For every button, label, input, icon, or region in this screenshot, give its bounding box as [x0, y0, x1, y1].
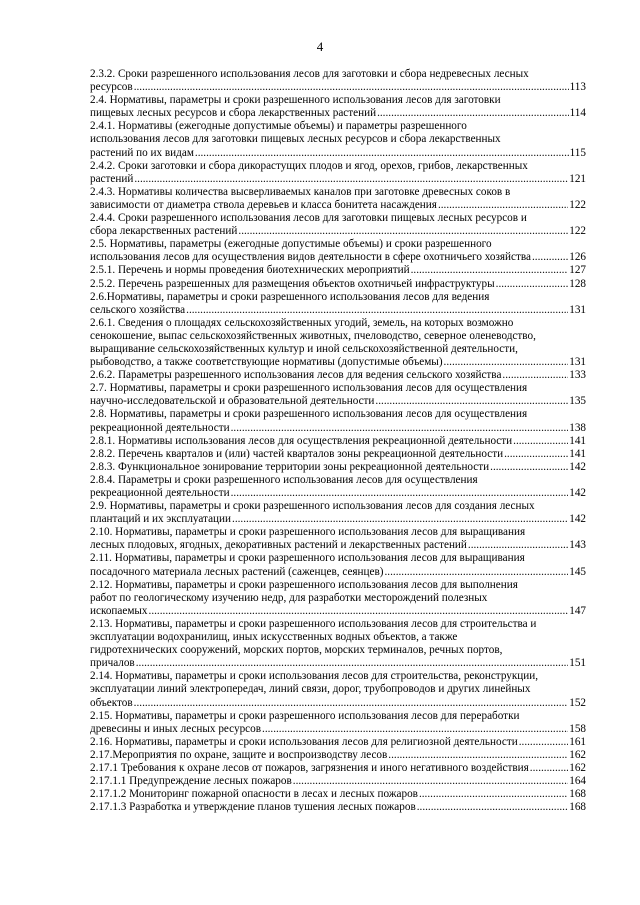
toc-entry-line: 2.10. Нормативы, параметры и сроки разрешенного использования лесов для выращивания: [90, 526, 526, 539]
toc-entry-title: использования лесов для осуществления видов деятельности в сфере охотничьего хозяйства: [90, 251, 531, 264]
toc-leader-dots: [388, 749, 568, 762]
toc-entry-last-line: [90, 461, 586, 474]
toc-page-number: 143: [569, 539, 586, 552]
toc-leader-dots: [232, 513, 568, 526]
toc-entry: [90, 552, 586, 578]
toc-entry: [90, 408, 586, 434]
toc-entry-line: 2.4.2. Сроки заготовки и сбора дикорастущих плодов и ягод, орехов, грибов, лекарственных: [90, 159, 528, 172]
toc-entry-line: 2.4. Нормативы, параметры и сроки разрешенного использования лесов для заготовки: [90, 94, 501, 107]
toc-entry-title: 2.17.1.1 Предупреждение лесных пожаров: [90, 775, 292, 788]
toc-leader-dots: [411, 264, 569, 277]
toc-entry-line: 2.11. Нормативы, параметры и сроки разрешенного использования лесов для выращивания: [90, 552, 525, 565]
toc-entry-last-line: [90, 107, 586, 120]
toc-entry-line: 2.15. Нормативы, параметры и сроки разрешенного использования лесов для переработки: [90, 709, 520, 722]
toc-entry-line: работ по геологическому изучению недр, для разработки месторождений полезных: [90, 591, 488, 604]
toc-entry-line: 2.7. Нормативы, параметры и сроки разрешенного использования лесов для осуществления: [90, 382, 528, 395]
toc-entry: [90, 500, 586, 526]
toc-page-number: 158: [569, 722, 586, 735]
toc-entry-line: 2.12. Нормативы, параметры и сроки разрешенного использования лесов для выполнения: [90, 578, 518, 591]
toc-page-number: 141: [569, 447, 586, 460]
toc-entry-last-line: [90, 539, 586, 552]
toc-page-number: 145: [569, 565, 586, 578]
toc-leader-dots: [134, 697, 569, 710]
toc-page-number: 115: [569, 146, 586, 159]
toc-entry-title: 2.17.1.2 Мониторинг пожарной опасности в лесах и лесных пожаров: [90, 788, 418, 801]
toc-entry-title: зависимости от диаметра ствола деревьев и класса бонитета насаждения: [90, 198, 437, 211]
toc-page-number: 152: [569, 696, 586, 709]
toc-entry-line: 2.8. Нормативы, параметры и сроки разрешенного использования лесов для осуществления: [90, 408, 528, 421]
toc-leader-dots: [385, 566, 569, 579]
toc-leader-dots: [490, 461, 568, 474]
toc-entry-title: лесных плодовых, ягодных, декоративных растений и лекарственных растений: [90, 539, 467, 552]
toc-entry: [90, 788, 586, 801]
toc-entry-last-line: [90, 278, 586, 291]
toc-entry: [90, 264, 586, 277]
toc-entry-line: 2.4.3. Нормативы количества высверливаемых каналов при заготовке древесных соков в: [90, 185, 511, 198]
toc-leader-dots: [377, 107, 569, 120]
toc-page-number: 127: [569, 264, 586, 277]
page-number: 4: [316, 39, 324, 54]
toc-entry-last-line: [90, 199, 586, 212]
toc-page-number: 161: [569, 735, 586, 748]
toc-entry: [90, 618, 586, 670]
toc-page-number: 141: [569, 434, 586, 447]
toc-entry-last-line: [90, 487, 586, 500]
toc-entry-last-line: [90, 251, 586, 264]
toc-entry-last-line: [90, 736, 586, 749]
toc-page-number: 164: [569, 775, 586, 788]
toc-entry-line: 2.13. Нормативы, параметры и сроки разрешенного использования лесов для строительства и: [90, 617, 537, 630]
toc-entry: [90, 448, 586, 461]
toc-page-number: 122: [569, 225, 586, 238]
toc-entry-title: причалов: [90, 657, 135, 670]
toc-entry: [90, 369, 586, 382]
toc-entry-line: 2.6.1. Сведения о площадях сельскохозяйственных угодий, земель, на которых возможно: [90, 316, 514, 329]
toc-entry-title: древесины и иных лесных ресурсов: [90, 722, 262, 735]
toc-entry-title: растений: [90, 172, 134, 185]
toc-entry-last-line: [90, 264, 586, 277]
toc-entry-title: посадочного материала лесных растений (саженцев, сеянцев): [90, 565, 384, 578]
toc-entry: [90, 186, 586, 212]
toc-leader-dots: [417, 801, 568, 814]
toc-entry-title: сбора лекарственных растений: [90, 225, 238, 238]
toc-page-number: 128: [569, 277, 586, 290]
toc-leader-dots: [496, 278, 569, 291]
toc-page-number: 142: [569, 513, 586, 526]
toc-page-number: 168: [569, 801, 586, 814]
toc-entry-line: 2.5. Нормативы, параметры (ежегодные допустимые объемы) и сроки разрешенного: [90, 238, 492, 251]
toc-entry-last-line: [90, 762, 586, 775]
toc-entry: [90, 736, 586, 749]
toc-entry-title: 2.6.2. Параметры разрешенного использования лесов для ведения сельского хозяйства: [90, 369, 502, 382]
toc-page-number: 113: [569, 81, 586, 94]
toc-entry-line: 2.3.2. Сроки разрешенного использования лесов для заготовки и сбора недревесных лесных: [90, 68, 529, 80]
toc-entry-title: 2.5.1. Перечень и нормы проведения биотехнических мероприятий: [90, 264, 410, 277]
toc-entry-line: 2.8.4. Параметры и сроки разрешенного использования лесов для осуществления: [90, 473, 478, 486]
toc-page-number: 126: [569, 251, 586, 264]
toc-entry-line: 2.4.1. Нормативы (ежегодные допустимые объемы) и параметры разрешенного: [90, 120, 467, 133]
toc-leader-dots: [136, 657, 569, 670]
toc-entry-last-line: [90, 435, 586, 448]
toc-entry-title: 2.8.2. Перечень кварталов и (или) частей кварталов зоны рекреационной деятельности: [90, 447, 504, 460]
toc-leader-dots: [504, 448, 568, 461]
toc-entry: [90, 212, 586, 238]
toc-page-number: 121: [569, 172, 586, 185]
toc-entry-last-line: [90, 448, 586, 461]
toc-leader-dots: [293, 775, 568, 788]
toc-leader-dots: [231, 422, 569, 435]
toc-entry: [90, 120, 586, 159]
toc-leader-dots: [186, 304, 568, 317]
toc-page-number: 142: [569, 487, 586, 499]
toc-entry-title: 2.8.1. Нормативы использования лесов для осуществления рекреационной деятельности: [90, 434, 513, 447]
toc-entry-title: плантаций и их эксплуатации: [90, 513, 232, 526]
toc-page-number: 122: [569, 198, 586, 211]
toc-entry: [90, 526, 586, 552]
toc-entry: [90, 461, 586, 474]
table-of-contents: [90, 68, 586, 814]
toc-leader-dots: [262, 723, 568, 736]
toc-leader-dots: [238, 225, 568, 238]
toc-leader-dots: [231, 487, 569, 500]
toc-leader-dots: [134, 81, 569, 94]
toc-entry: [90, 801, 586, 814]
toc-entry-last-line: [90, 657, 586, 670]
toc-entry-last-line: [90, 225, 586, 238]
toc-entry: [90, 94, 586, 120]
toc-entry-title: сельского хозяйства: [90, 303, 186, 316]
toc-entry-last-line: [90, 566, 586, 579]
toc-entry-title: 2.17.1.3 Разработка и утверждение планов тушения лесных пожаров: [90, 801, 416, 814]
toc-entry: [90, 775, 586, 788]
toc-entry-title: пищевых лесных ресурсов и сбора лекарственных растений: [90, 107, 377, 120]
toc-entry-last-line: [90, 81, 586, 94]
toc-entry: [90, 68, 586, 94]
toc-entry: [90, 762, 586, 775]
toc-entry-last-line: [90, 369, 586, 382]
toc-entry: [90, 317, 586, 369]
toc-page-number: 133: [569, 369, 586, 382]
toc-entry-line: выращивание сельскохозяйственных культур и иной сельскохозяйственной деятельности,: [90, 342, 518, 355]
toc-entry-last-line: [90, 422, 586, 435]
toc-entry: [90, 710, 586, 736]
toc-entry-last-line: [90, 801, 586, 814]
toc-entry-title: рекреационной деятельности: [90, 487, 230, 499]
toc-page-number: 114: [569, 107, 586, 120]
toc-page-number: 135: [569, 395, 586, 408]
toc-entry-title: рыбоводство, а также соответствующие нормативы (допустимые объемы): [90, 356, 443, 369]
toc-entry-title: ресурсов: [90, 81, 133, 94]
toc-entry-line: 2.14. Нормативы, параметры и сроки использования лесов для строительства, реконструкции,: [90, 670, 539, 683]
toc-page-number: 151: [569, 657, 586, 670]
toc-entry-last-line: [90, 304, 586, 317]
toc-entry-title: 2.17.Мероприятия по охране, защите и воспроизводству лесов: [90, 748, 388, 761]
toc-entry: [90, 382, 586, 408]
toc-entry-title: объектов: [90, 696, 133, 709]
toc-page-number: 131: [569, 303, 586, 316]
toc-entry-title: 2.8.3. Функциональное зонирование территории зоны рекреационной деятельности: [90, 460, 490, 473]
toc-entry: [90, 579, 586, 618]
toc-leader-dots: [375, 395, 568, 408]
toc-leader-dots: [419, 788, 568, 801]
toc-entry-last-line: [90, 723, 586, 736]
toc-page-number: 142: [569, 460, 586, 473]
toc-entry-title: рекреационной деятельности: [90, 421, 230, 434]
toc-entry-line: гидротехнических сооружений, морских портов, морских терминалов, речных портов,: [90, 644, 503, 657]
toc-entry-last-line: [90, 749, 586, 762]
toc-page-number: 162: [569, 761, 586, 774]
toc-entry-line: 2.6.Нормативы, параметры и сроки разрешенного использования лесов для ведения: [90, 290, 490, 303]
toc-entry: [90, 749, 586, 762]
toc-entry-line: сенокошение, выпас сельскохозяйственных животных, пчеловодство, северное оленеводство,: [90, 329, 536, 342]
toc-leader-dots: [519, 736, 569, 749]
toc-page-number: 131: [569, 356, 586, 369]
toc-entry-line: 2.4.4. Сроки разрешенного использования лесов для заготовки пищевых лесных ресурсов и: [90, 212, 527, 225]
toc-page-number: 138: [569, 421, 586, 434]
toc-leader-dots: [134, 173, 568, 186]
toc-entry-title: 2.17.1 Требования к охране лесов от пожаров, загрязнения и иного негативного воздействия: [90, 761, 529, 774]
toc-page-number: 147: [569, 604, 586, 617]
toc-leader-dots: [468, 539, 568, 552]
toc-page-number: 168: [569, 788, 586, 801]
toc-entry-last-line: [90, 395, 586, 408]
toc-entry: [90, 160, 586, 186]
toc-leader-dots: [502, 369, 568, 382]
toc-entry: [90, 278, 586, 291]
toc-entry: [90, 474, 586, 500]
toc-entry-last-line: [90, 788, 586, 801]
toc-entry-line: эксплуатации линий электропередач, линий связи, дорог, трубопроводов и других линейных: [90, 683, 531, 696]
toc-entry-last-line: [90, 356, 586, 369]
toc-entry-last-line: [90, 513, 586, 526]
toc-entry-last-line: [90, 173, 586, 186]
toc-page-number: 162: [569, 748, 586, 761]
toc-entry-title: ископаемых: [90, 604, 148, 617]
toc-entry-last-line: [90, 605, 586, 618]
toc-entry-title: научно-исследовательской и образовательной деятельности: [90, 395, 375, 408]
toc-entry-title: 2.5.2. Перечень разрешенных для размещения объектов охотничьей инфраструктуры: [90, 277, 495, 290]
toc-entry-last-line: [90, 147, 586, 160]
toc-leader-dots: [532, 251, 568, 264]
toc-entry-line: 2.9. Нормативы, параметры и сроки разрешенного использования лесов для создания лесных: [90, 500, 535, 513]
toc-entry-last-line: [90, 697, 586, 710]
toc-entry: [90, 291, 586, 317]
toc-entry-title: растений по их видам: [90, 146, 194, 159]
toc-leader-dots: [149, 605, 569, 618]
toc-entry-line: использования лесов для заготовки пищевых лесных ресурсов и сбора лекарственных: [90, 133, 501, 146]
toc-entry: [90, 670, 586, 709]
toc-entry-line: эксплуатации водохранилищ, иных искусственных водных объектов, а также: [90, 631, 458, 644]
toc-leader-dots: [444, 356, 569, 369]
toc-leader-dots: [530, 762, 568, 775]
toc-leader-dots: [195, 147, 569, 160]
toc-entry: [90, 238, 586, 264]
toc-leader-dots: [513, 435, 568, 448]
toc-entry-title: 2.16. Нормативы, параметры и сроки использования лесов для религиозной деятельности: [90, 735, 518, 748]
toc-entry: [90, 435, 586, 448]
toc-leader-dots: [438, 199, 568, 212]
toc-entry-last-line: [90, 775, 586, 788]
